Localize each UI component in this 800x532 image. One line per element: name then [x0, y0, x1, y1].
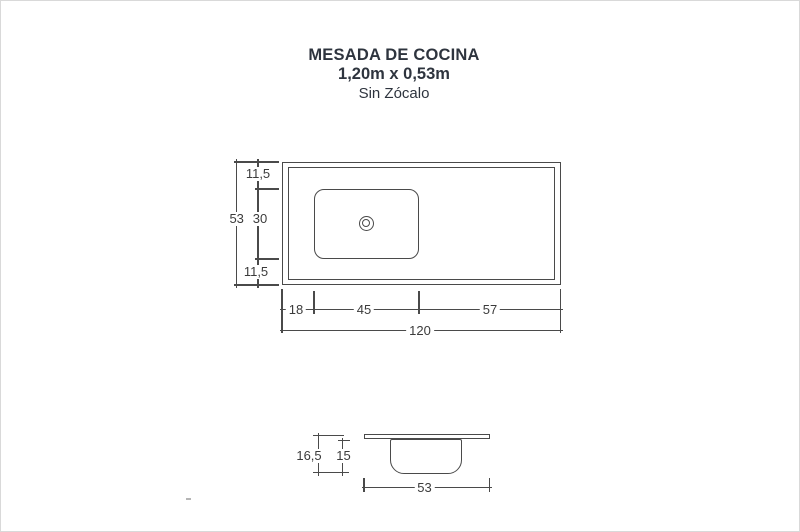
- stray-mark: [186, 498, 191, 500]
- extension-tick: [313, 435, 345, 436]
- extension-tick: [560, 289, 561, 333]
- extension-tick: [281, 289, 282, 333]
- dim-total-width-label: 120: [406, 324, 434, 338]
- extension-tick: [255, 188, 280, 189]
- title-block: [1, 46, 787, 103]
- dim-section-width-label: 53: [414, 481, 434, 495]
- dim-section-total-label: 16,5: [293, 449, 324, 463]
- extension-tick: [338, 440, 350, 441]
- extension-tick: [234, 284, 280, 285]
- drawing-size-subtitle: 1,20m x 0,53m: [338, 65, 450, 83]
- dim-middle-segment-label: 30: [250, 212, 270, 226]
- dim-segment2-label: 45: [354, 303, 374, 317]
- extension-tick: [255, 258, 280, 259]
- drawing-title: MESADA DE COCINA: [308, 46, 480, 64]
- dim-bowl-depth-label: 15: [333, 449, 353, 463]
- extension-tick: [489, 478, 490, 492]
- dim-segment1-label: 18: [286, 303, 306, 317]
- dim-top-segment-label: 11,5: [243, 167, 273, 181]
- dim-segment3-label: 57: [480, 303, 500, 317]
- extension-tick: [234, 161, 280, 162]
- dimension-line-bottom-segments: [280, 309, 563, 310]
- drawing-variant-subtitle: Sin Zócalo: [358, 85, 430, 102]
- dim-bottom-segment-label: 11,5: [241, 265, 271, 279]
- extension-tick: [313, 472, 350, 473]
- sink-bowl-outline: [390, 439, 462, 474]
- extension-tick: [363, 478, 364, 492]
- dim-total-height-label: 53: [226, 212, 246, 226]
